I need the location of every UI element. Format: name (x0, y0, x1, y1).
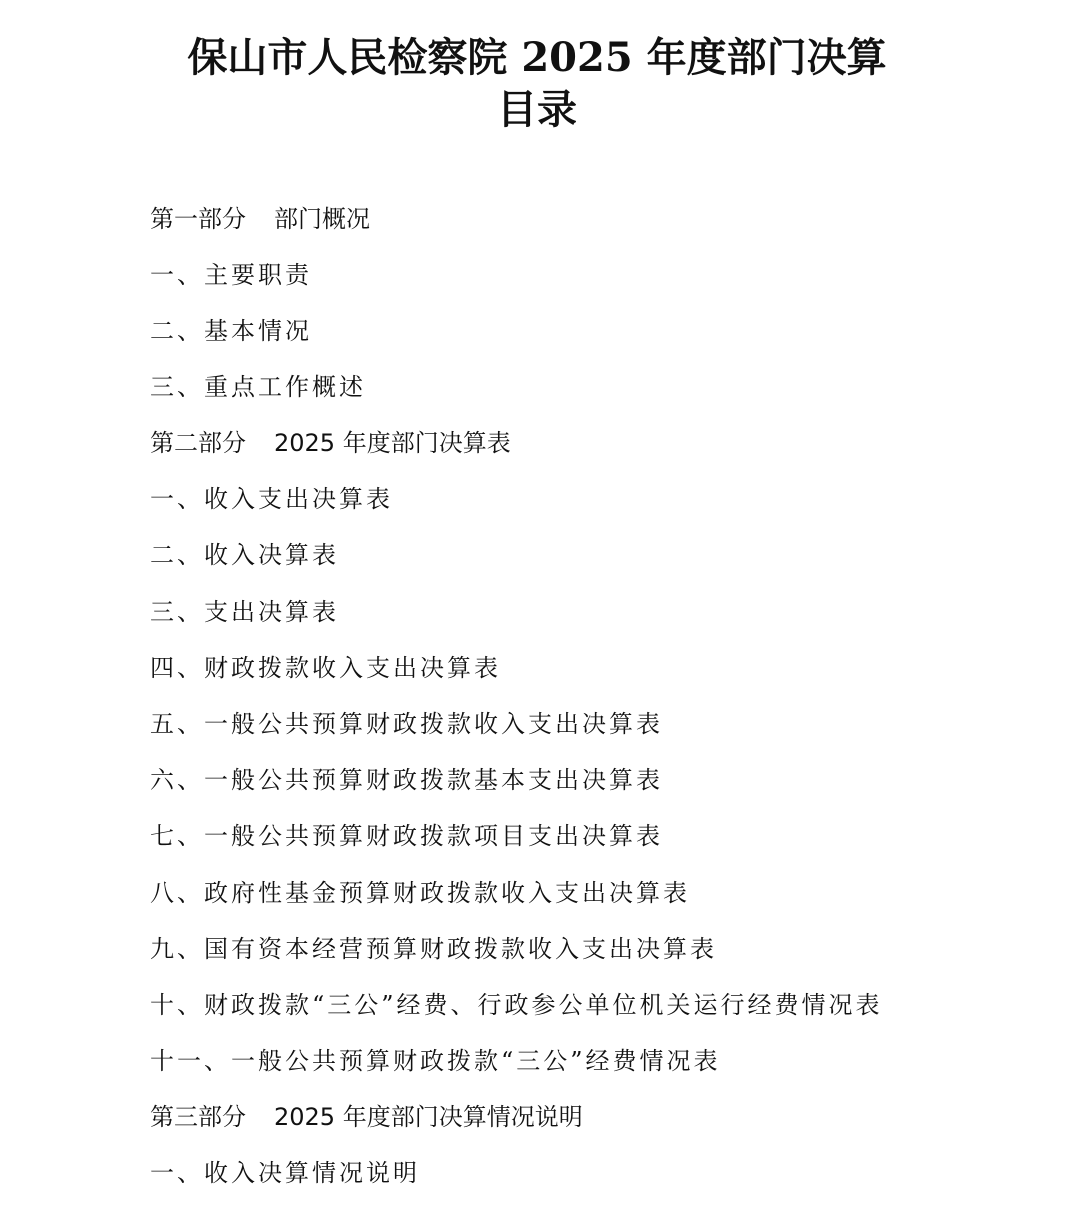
toc-item[interactable]: 八、政府性基金预算财政拨款收入支出决算表 (150, 879, 690, 907)
toc-item[interactable]: 一、收入决算情况说明 (150, 1159, 420, 1187)
toc-heading: 目录 (497, 86, 577, 133)
toc-part-label: 第二部分 (150, 429, 246, 457)
toc-item[interactable]: 一、收入支出决算表 (150, 485, 393, 513)
toc-item[interactable]: 三、重点工作概述 (150, 373, 366, 401)
toc-item[interactable]: 七、一般公共预算财政拨款项目支出决算表 (150, 822, 663, 850)
toc-part-3[interactable] (150, 1100, 583, 1134)
toc-item[interactable]: 二、收入决算表 (150, 541, 339, 569)
toc-item[interactable]: 三、支出决算表 (150, 598, 339, 626)
toc-item[interactable]: 一、主要职责 (150, 261, 312, 289)
toc-item[interactable]: 十、财政拨款“三公”经费、行政参公单位机关运行经费情况表 (150, 991, 883, 1019)
toc-part-label: 第三部分 (150, 1103, 246, 1131)
toc-part-label: 第一部分 (150, 205, 246, 233)
toc-item[interactable]: 九、国有资本经营预算财政拨款收入支出决算表 (150, 935, 717, 963)
toc-part-name: 部门概况 (274, 205, 370, 233)
toc-item[interactable]: 十一、一般公共预算财政拨款“三公”经费情况表 (150, 1047, 721, 1075)
toc-part-1[interactable] (150, 202, 370, 236)
toc-item[interactable]: 四、财政拨款收入支出决算表 (150, 654, 501, 682)
toc-part-name: 2025 年度部门决算表 (274, 429, 511, 457)
toc-part-name: 2025 年度部门决算情况说明 (274, 1103, 583, 1131)
toc-item[interactable]: 二、基本情况 (150, 317, 312, 345)
toc-item[interactable]: 五、一般公共预算财政拨款收入支出决算表 (150, 710, 663, 738)
toc-part-2[interactable] (150, 426, 511, 460)
toc-item[interactable]: 六、一般公共预算财政拨款基本支出决算表 (150, 766, 663, 794)
document-title: 保山市人民检察院 2025 年度部门决算 (187, 34, 887, 81)
